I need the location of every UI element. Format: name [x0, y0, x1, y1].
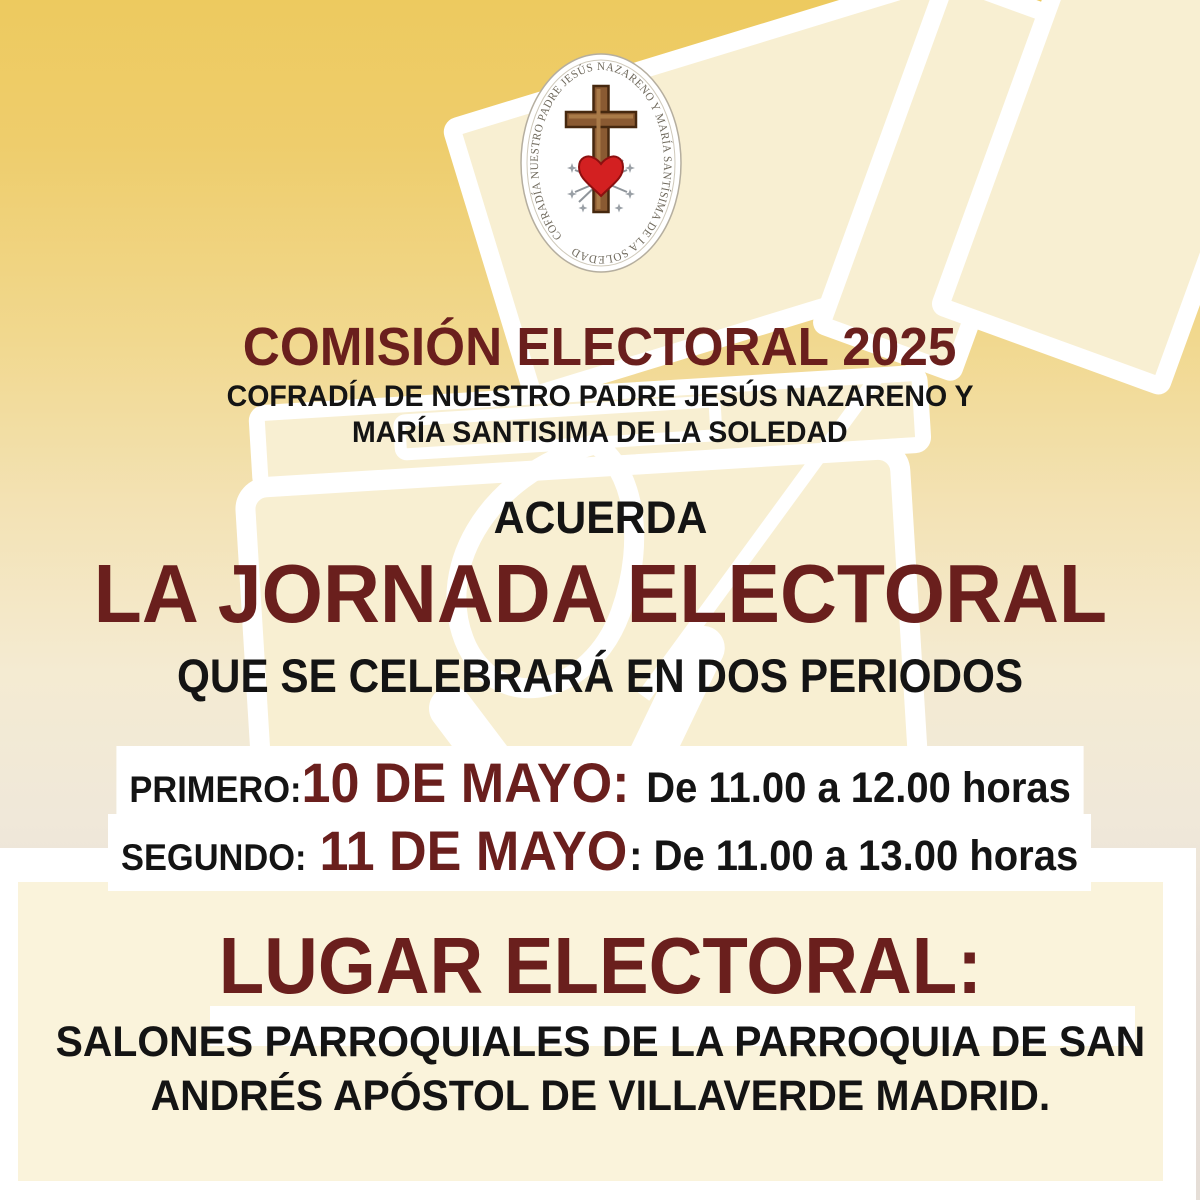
org-name-line2: MARÍA SANTISIMA DE LA SOLEDAD [352, 416, 848, 449]
org-name-line1: COFRADÍA DE NUESTRO PADRE JESÚS NAZARENO Y [226, 380, 974, 413]
schedule-second-date: 11 DE MAYO [319, 819, 628, 882]
subheadline: QUE SE CELEBRARÁ EN DOS PERIODOS [176, 649, 1024, 702]
org-name-row-1 [0, 380, 1200, 414]
location-line1: SALONES PARROQUIALES DE LA PARROQUIA DE SAN [55, 1018, 1145, 1066]
schedule-row-first [0, 746, 1200, 823]
confraternity-seal [517, 50, 685, 276]
schedule-first-time: De 11.00 a 12.00 horas [646, 764, 1071, 812]
headline: LA JORNADA ELECTORAL [93, 547, 1107, 640]
schedule-second-label: SEGUNDO: [121, 837, 307, 878]
lead-word: ACUERDA [493, 492, 707, 543]
headline-row [0, 546, 1200, 642]
location-line1-row [0, 1018, 1200, 1067]
schedule-first-label: PRIMERO: [129, 769, 302, 810]
schedule-first-date: 10 DE MAYO: [301, 751, 630, 814]
schedule-line-first [116, 746, 1084, 823]
page-title: COMISIÓN ELECTORAL 2025 [243, 317, 957, 377]
page-title-row [0, 316, 1200, 378]
schedule-row-second [0, 814, 1200, 891]
location-line2-row [0, 1072, 1200, 1121]
seal-ring-text: COFRADÍA NUESTRO PADRE JESÚS NAZARENO Y MARÍA SANTÍSIMA DE LA SOLEDAD [528, 60, 674, 266]
location-title: LUGAR ELECTORAL: [218, 921, 982, 1010]
lead-word-row [0, 492, 1200, 544]
org-name-row-2 [0, 416, 1200, 450]
location-title-row [0, 920, 1200, 1012]
schedule-second-time: : De 11.00 a 13.00 horas [629, 832, 1079, 880]
location-line2: ANDRÉS APÓSTOL DE VILLAVERDE MADRID. [150, 1072, 1050, 1120]
schedule-line-second [108, 814, 1091, 891]
subheadline-row [0, 648, 1200, 703]
